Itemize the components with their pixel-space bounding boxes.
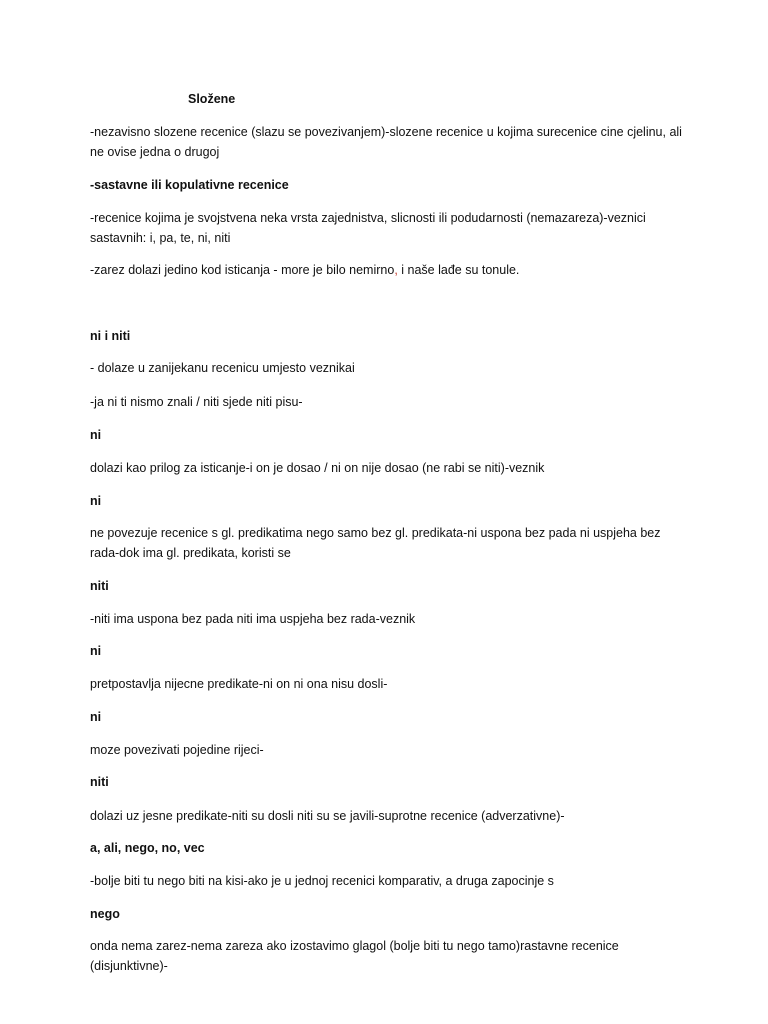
paragraph-svojstvena: -recenice kojima je svojstvena neka vrsta zajednistva, slicnosti ili podudarnosti (nemazareza)-veznici sastavnih: i, pa, te, ni, niti bbox=[90, 211, 646, 245]
paragraph-nezavisno: -nezavisno slozene recenice (slazu se povezivanjem)-slozene recenice u kojima surecenice cine cjelinu, ali ne ovise jedna o drugoj bbox=[90, 125, 682, 159]
paragraph-prilog: dolazi kao prilog za isticanje-i on je dosao / ni on nije dosao (ne rabi se niti)-veznik bbox=[90, 461, 545, 475]
paragraph-niti-ima: -niti ima uspona bez pada niti ima uspjeha bez rada-veznik bbox=[90, 612, 416, 626]
paragraph-zarez-text-b: i naše lađe su tonule. bbox=[397, 263, 520, 277]
heading-sastavne: -sastavne ili kopulativne recenice bbox=[90, 178, 289, 192]
paragraph-ja-ni-ti: -ja ni ti nismo znali / niti sjede niti pisu- bbox=[90, 395, 303, 409]
heading-niti-1: niti bbox=[90, 579, 109, 593]
highlighted-comma: , bbox=[394, 263, 398, 277]
paragraph-moze: moze povezivati pojedine rijeci- bbox=[90, 743, 264, 757]
document-title: Složene bbox=[188, 92, 236, 106]
paragraph-jesne: dolazi uz jesne predikate-niti su dosli niti su se javili-suprotne recenice (adverzativne)- bbox=[90, 809, 565, 823]
paragraph-pretpostavlja: pretpostavlja nijecne predikate-ni on ni ona nisu dosli- bbox=[90, 677, 388, 691]
heading-ni-1: ni bbox=[90, 428, 102, 442]
paragraph-bolje: -bolje biti tu nego biti na kisi-ako je u jednoj recenici komparativ, a druga zapocinje s bbox=[90, 874, 554, 888]
heading-nego: nego bbox=[90, 907, 120, 921]
paragraph-zarez-text-a: -zarez dolazi jedino kod isticanja - more je bilo nemirno bbox=[90, 263, 395, 277]
heading-veznici: a, ali, nego, no, vec bbox=[90, 841, 205, 855]
heading-niti-2: niti bbox=[90, 775, 109, 789]
heading-ni-2: ni bbox=[90, 494, 102, 508]
heading-ni-4: ni bbox=[90, 710, 102, 724]
paragraph-dolaze: - dolaze u zanijekanu recenicu umjesto veznikai bbox=[90, 361, 355, 375]
paragraph-zarez-glagol: onda nema zarez-nema zareza ako izostavimo glagol (bolje biti tu nego tamo)rastavne recenice (disjunktivne)- bbox=[90, 939, 619, 973]
paragraph-zarez bbox=[90, 260, 690, 280]
heading-ni-3: ni bbox=[90, 644, 102, 658]
paragraph-ne-povezuje: ne povezuje recenice s gl. predikatima nego samo bez gl. predikata-ni uspona bez pada ni uspjeha bez rada-dok ima gl. predikata, koristi se bbox=[90, 526, 661, 560]
heading-ni-i-niti: ni i niti bbox=[90, 329, 131, 343]
